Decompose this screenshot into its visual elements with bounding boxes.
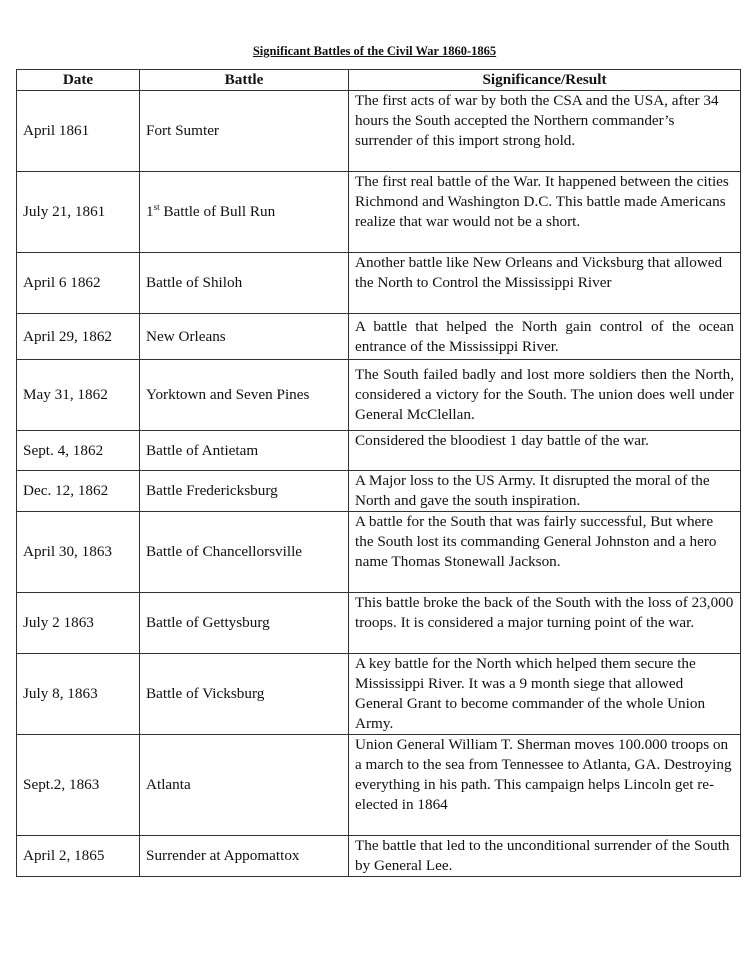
table-row: [17, 91, 741, 172]
row-significance: The South failed badly and lost more soldiers then the North, considered a victory for the South. The union does well under General McClellan.: [349, 360, 741, 431]
row-battle: Battle of Shiloh: [140, 253, 349, 314]
table-header-row: [17, 70, 741, 91]
row-significance: The first real battle of the War. It happened between the cities Richmond and Washington D.C. This battle made Americans realize that war would not be a short.: [349, 172, 741, 253]
row-significance: A key battle for the North which helped them secure the Mississippi River. It was a 9 month siege that allowed General Grant to become commander of the whole Union Army.: [349, 654, 741, 735]
table-row: [17, 431, 741, 471]
row-date: July 8, 1863: [17, 654, 140, 735]
row-battle: [140, 172, 349, 253]
battle-ordinal: 1: [146, 203, 154, 220]
row-date: April 29, 1862: [17, 314, 140, 360]
row-date: Sept. 4, 1862: [17, 431, 140, 471]
table-row: [17, 471, 741, 512]
row-battle: Battle of Gettysburg: [140, 593, 349, 654]
row-date: April 30, 1863: [17, 512, 140, 593]
row-date: May 31, 1862: [17, 360, 140, 431]
row-battle: Battle of Antietam: [140, 431, 349, 471]
row-significance: Union General William T. Sherman moves 100.000 troops on a march to the sea from Tennessee to Atlanta, GA. Destroying everything in his path. This campaign helps Lincoln get re-elected in 1864: [349, 735, 741, 836]
row-battle: Fort Sumter: [140, 91, 349, 172]
row-date: July 2 1863: [17, 593, 140, 654]
row-date: April 1861: [17, 91, 140, 172]
row-battle: Battle of Vicksburg: [140, 654, 349, 735]
row-date: Sept.2, 1863: [17, 735, 140, 836]
row-date: July 21, 1861: [17, 172, 140, 253]
battles-table: [16, 69, 741, 877]
row-date: April 2, 1865: [17, 836, 140, 877]
table-row: [17, 836, 741, 877]
table-row: [17, 360, 741, 431]
table-row: [17, 172, 741, 253]
document-title: Significant Battles of the Civil War 1860-1865: [252, 44, 497, 58]
column-header-date: Date: [17, 70, 140, 91]
row-battle: Yorktown and Seven Pines: [140, 360, 349, 431]
row-significance: This battle broke the back of the South with the loss of 23,000 troops. It is considered a major turning point of the war.: [349, 593, 741, 654]
row-battle: Surrender at Appomattox: [140, 836, 349, 877]
column-header-battle: Battle: [140, 70, 349, 91]
row-battle: New Orleans: [140, 314, 349, 360]
row-battle: Battle Fredericksburg: [140, 471, 349, 512]
row-significance: The battle that led to the unconditional surrender of the South by General Lee.: [349, 836, 741, 877]
row-date: April 6 1862: [17, 253, 140, 314]
row-significance: Another battle like New Orleans and Vicksburg that allowed the North to Control the Mississippi River: [349, 253, 741, 314]
row-significance: A battle for the South that was fairly successful, But where the South lost its commanding General Johnston and a hero name Thomas Stonewall Jackson.: [349, 512, 741, 593]
row-date: Dec. 12, 1862: [17, 471, 140, 512]
row-battle: Atlanta: [140, 735, 349, 836]
table-row: [17, 593, 741, 654]
table-row: [17, 735, 741, 836]
row-significance: Considered the bloodiest 1 day battle of the war.: [349, 431, 741, 471]
table-row: [17, 253, 741, 314]
battle-ordinal-suffix: st: [153, 201, 160, 212]
column-header-significance: Significance/Result: [349, 70, 741, 91]
table-row: [17, 512, 741, 593]
table-row: [17, 654, 741, 735]
battle-name: Battle of Bull Run: [159, 203, 276, 220]
row-battle: Battle of Chancellorsville: [140, 512, 349, 593]
table-row: [17, 314, 741, 360]
row-significance: A Major loss to the US Army. It disrupted the moral of the North and gave the south inspiration.: [349, 471, 741, 512]
row-significance: A battle that helped the North gain control of the ocean entrance of the Mississippi River.: [349, 314, 741, 360]
row-significance: The first acts of war by both the CSA and the USA, after 34 hours the South accepted the Northern commander’s surrender of this import strong hold.: [349, 91, 741, 172]
